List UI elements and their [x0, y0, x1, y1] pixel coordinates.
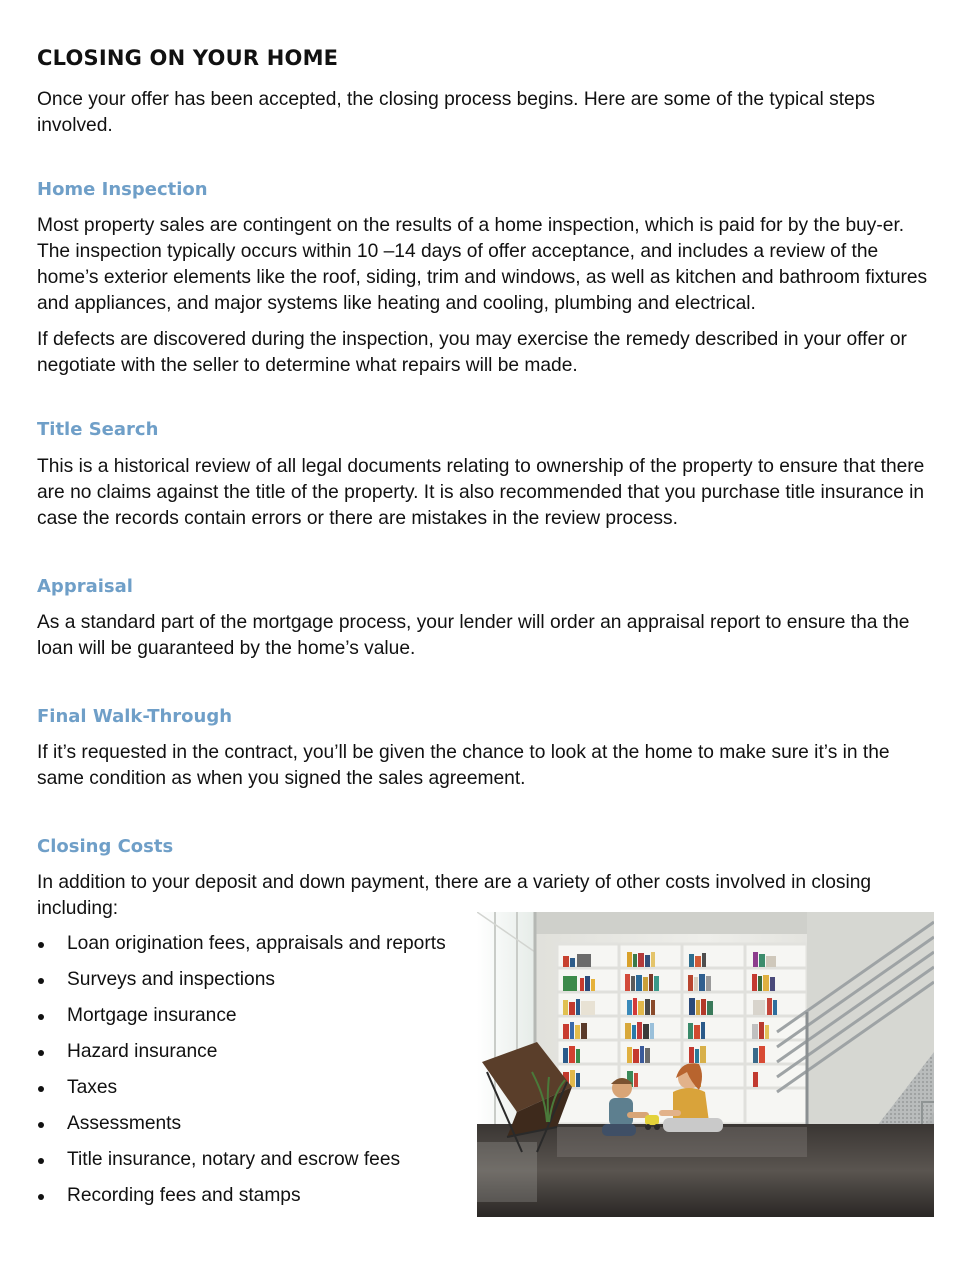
bullet-icon: [38, 1014, 44, 1020]
family-living-room-photo: [477, 912, 934, 1217]
list-item: [37, 966, 477, 1002]
list-item-text: Surveys and inspections: [67, 969, 275, 990]
closing-costs-list: [37, 930, 477, 1218]
list-item-text: Mortgage insurance: [67, 1005, 237, 1026]
bullet-icon: [38, 1050, 44, 1056]
heading-home-inspection: Home Inspection: [37, 179, 208, 200]
title-search-paragraph: This is a historical review of all legal documents relating to ownership of the property to ensure that there are no claims against the title of the property. It is also recommended that you purchase title insurance in case the records contain errors or there are mistakes in the review process.: [37, 456, 925, 529]
list-item: [37, 1146, 477, 1182]
list-item-text: Taxes: [67, 1077, 118, 1098]
list-item-text: Assessments: [67, 1113, 182, 1134]
closing-costs-paragraph: In addition to your deposit and down payment, there are a variety of other costs involved in closing including:: [37, 872, 872, 919]
bullet-icon: [38, 1122, 44, 1128]
bullet-icon: [38, 942, 44, 948]
list-item: [37, 1110, 477, 1146]
home-inspection-paragraph-1: Most property sales are contingent on the results of a home inspection, which is paid for by the buy-er. The inspection typically occurs within 10 –14 days of offer acceptance, and includes a review of the home’s exterior elements like the roof, siding, trim and windows, as well as kitchen and bathroom fixtures and appliances, and major systems like heating and cooling, plumbing and electrical.: [37, 215, 928, 314]
list-item: [37, 1038, 477, 1074]
heading-title-search: Title Search: [37, 419, 159, 440]
heading-appraisal: Appraisal: [37, 576, 133, 597]
bullet-icon: [38, 1194, 44, 1200]
heading-closing-costs: Closing Costs: [37, 836, 174, 857]
bullet-icon: [38, 978, 44, 984]
list-item-text: Hazard insurance: [67, 1041, 218, 1062]
bullet-icon: [38, 1158, 44, 1164]
heading-final-walkthrough: Final Walk-Through: [37, 706, 233, 727]
list-item-text: Loan origination fees, appraisals and reports: [67, 933, 446, 954]
list-item: [37, 1182, 477, 1218]
intro-paragraph: Once your offer has been accepted, the closing process begins. Here are some of the typical steps involved.: [37, 89, 875, 136]
list-item-text: Title insurance, notary and escrow fees: [67, 1149, 401, 1170]
list-item: [37, 930, 477, 966]
list-item-text: Recording fees and stamps: [67, 1185, 301, 1206]
final-walkthrough-paragraph: If it’s requested in the contract, you’ll be given the chance to look at the home to make sure it’s in the same condition as when you signed the sales agreement.: [37, 742, 890, 789]
home-inspection-paragraph-2: If defects are discovered during the inspection, you may exercise the remedy described in your offer or negotiate with the seller to determine what repairs will be made.: [37, 329, 907, 376]
page-title: CLOSING ON YOUR HOME: [37, 46, 339, 70]
bullet-icon: [38, 1086, 44, 1092]
list-item: [37, 1074, 477, 1110]
appraisal-paragraph: As a standard part of the mortgage process, your lender will order an appraisal report to ensure tha the loan will be guaranteed by the home’s value.: [37, 612, 910, 659]
list-item: [37, 1002, 477, 1038]
